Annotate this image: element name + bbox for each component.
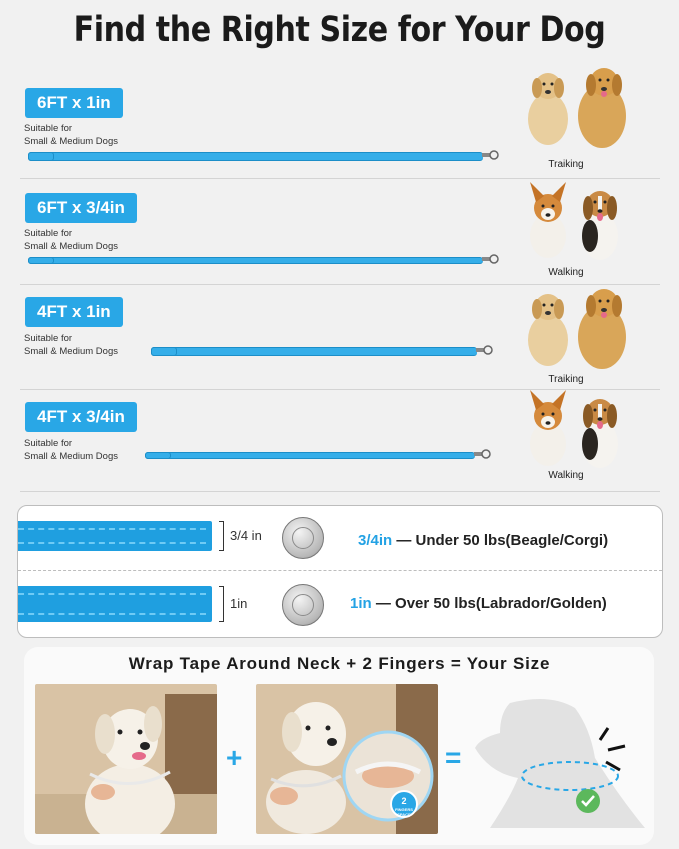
fingers-badge-text: SPACE	[397, 812, 411, 817]
dashed-separator	[18, 570, 662, 571]
quarter-coin-icon	[282, 517, 324, 559]
width-label: 1in	[230, 596, 248, 611]
equals-sign: =	[445, 742, 462, 773]
size-badge: 6FT x 3/4in	[25, 193, 137, 223]
size-badge: 4FT x 3/4in	[25, 402, 137, 432]
width-comparison-panel	[17, 505, 663, 638]
activity-caption: Walking	[548, 267, 584, 278]
golden-retriever-dogs-image	[520, 285, 630, 371]
width-text: — Over 50 lbs(Labrador/Golden)	[371, 595, 607, 612]
page-title: Find the Right Size for Your Dog	[73, 10, 606, 50]
width-highlight: 1in	[350, 595, 372, 612]
leash-clip-icon	[482, 254, 500, 264]
fingers-badge-number: 2	[401, 796, 407, 806]
dog-size-label: Small & Medium Dogs	[24, 346, 118, 357]
dog-size-label: Small & Medium Dogs	[24, 136, 118, 147]
width-bracket	[219, 586, 224, 622]
quarter-coin-icon	[282, 584, 324, 626]
strap-1in	[18, 586, 212, 622]
leash-4ft-1in	[151, 347, 477, 356]
width-highlight: 3/4in	[358, 532, 393, 549]
width-description	[358, 532, 608, 549]
suitability-text	[24, 122, 118, 148]
width-bracket	[219, 521, 224, 551]
corgi-beagle-dogs-image	[520, 178, 630, 264]
activity-caption: Traiking	[548, 374, 584, 385]
suitable-label: Suitable for	[24, 228, 73, 239]
suitable-label: Suitable for	[24, 333, 73, 344]
leash-clip-icon	[476, 345, 494, 355]
strap-3-4in	[18, 521, 212, 551]
plus-sign: +	[226, 742, 243, 773]
leash-6ft-3-4in	[28, 257, 483, 264]
leash-4ft-3-4in	[145, 452, 475, 459]
dog-size-label: Small & Medium Dogs	[24, 451, 118, 462]
measuring-dog-photo	[35, 684, 217, 834]
size-badge: 4FT x 1in	[25, 297, 123, 327]
fingers-badge-text: FINGERS	[395, 807, 413, 812]
leash-clip-icon	[482, 150, 500, 160]
leash-6ft-1in	[28, 152, 483, 161]
suitability-text	[24, 332, 118, 358]
width-label: 3/4 in	[230, 528, 262, 543]
activity-caption: Walking	[548, 470, 584, 481]
suitability-text	[24, 227, 118, 253]
width-description	[350, 595, 607, 612]
size-badge: 6FT x 1in	[25, 88, 123, 118]
suitable-label: Suitable for	[24, 123, 73, 134]
golden-retriever-dogs-image	[520, 64, 630, 150]
two-fingers-photo	[256, 684, 438, 834]
leash-clip-icon	[474, 449, 492, 459]
activity-caption: Traiking	[548, 159, 584, 170]
corgi-beagle-dogs-image	[520, 386, 630, 472]
suitability-text	[24, 437, 118, 463]
width-text: — Under 50 lbs(Beagle/Corgi)	[392, 532, 609, 549]
suitable-label: Suitable for	[24, 438, 73, 449]
dog-size-label: Small & Medium Dogs	[24, 241, 118, 252]
dog-collar-measure-icon	[470, 688, 650, 833]
measure-guide-title: Wrap Tape Around Neck + 2 Fingers = Your Size	[128, 654, 551, 673]
divider	[20, 491, 660, 492]
